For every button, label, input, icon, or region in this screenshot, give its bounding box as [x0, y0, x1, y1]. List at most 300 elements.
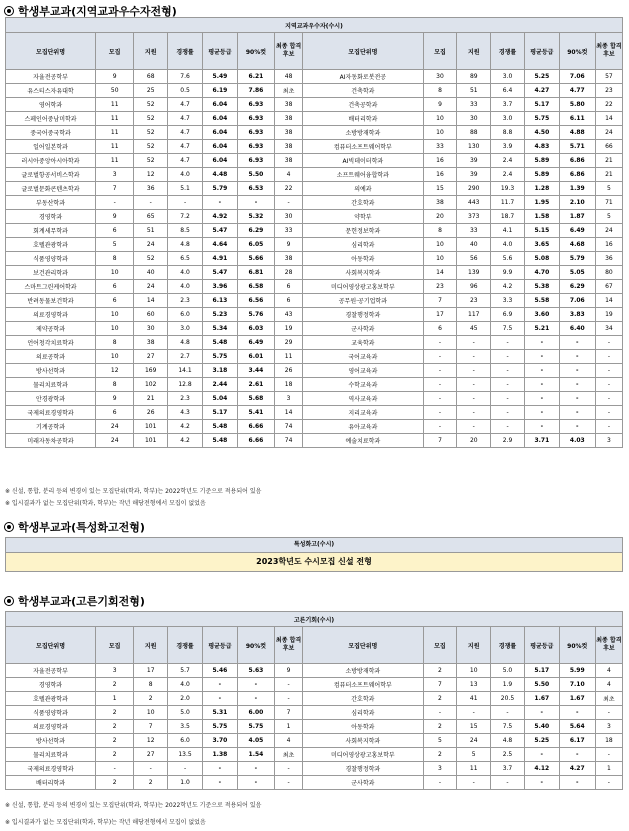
regional-header-cell: 모집단위명 — [6, 33, 96, 70]
regional-table-cell: 290 — [457, 182, 491, 196]
regional-table-cell: 4.7 — [168, 112, 203, 126]
regional-table-cell: 1.28 — [524, 182, 559, 196]
regional-table-cell: 10 — [96, 350, 134, 364]
regional-table-cell: 9 — [96, 70, 134, 84]
regional-table-cell: 6.29 — [237, 224, 274, 238]
regional-table-cell: 6.05 — [237, 238, 274, 252]
regional-table-cell: 보건관리학과 — [6, 266, 96, 280]
regional-table-cell: 24 — [96, 420, 134, 434]
regional-table-cell: - — [491, 336, 525, 350]
regional-table-cell: 39 — [457, 168, 491, 182]
equal-table-cell: 소방방재학과 — [303, 664, 423, 678]
equal-table-cell: - — [524, 776, 559, 790]
regional-table-cell: 5.75 — [524, 112, 559, 126]
regional-table-cell: - — [168, 196, 203, 210]
regional-table-cell: 2.44 — [202, 378, 237, 392]
special-message: 2023학년도 수시모집 신설 전형 — [5, 553, 623, 572]
equal-table-cell: - — [559, 748, 595, 762]
equal-table-cell: 1.67 — [524, 692, 559, 706]
equal-header-cell: 평균등급 — [202, 627, 237, 664]
regional-table-cell: 8 — [423, 224, 457, 238]
equal-table-cell: 7 — [134, 720, 168, 734]
equal-table-cell: 3.7 — [491, 762, 525, 776]
equal-table-cell: 심리학과 — [303, 706, 423, 720]
regional-table-cell: 5.48 — [202, 336, 237, 350]
regional-table-cell: - — [524, 350, 559, 364]
regional-table-cell: - — [595, 420, 622, 434]
regional-table-cell: 74 — [275, 420, 303, 434]
section-title-regional-text: 학생부교과(지역교과우수자전형) — [18, 5, 177, 18]
regional-table-cell: 11 — [96, 154, 134, 168]
regional-table-cell: 373 — [457, 210, 491, 224]
regional-table-cell: - — [134, 196, 168, 210]
regional-table-cell: 제약공학과 — [6, 322, 96, 336]
special-banner: 특성화고(수시) — [5, 537, 623, 553]
regional-table-cell: 5.75 — [202, 350, 237, 364]
regional-table-cell: 4 — [275, 168, 303, 182]
regional-header-cell: 평균등급 — [524, 33, 559, 70]
regional-table-cell: 4.68 — [559, 238, 595, 252]
regional-table-cell: 2.61 — [237, 378, 274, 392]
equal-table-cell: - — [237, 776, 274, 790]
regional-table-cell: 6.04 — [202, 140, 237, 154]
regional-table-cell: 28 — [275, 266, 303, 280]
regional-table-row — [6, 308, 623, 322]
regional-table-cell: 7.86 — [237, 84, 274, 98]
regional-table-cell: 23 — [457, 294, 491, 308]
equal-table-cell: 컴퓨터소프트웨어학부 — [303, 678, 423, 692]
regional-table-cell: 67 — [595, 280, 622, 294]
regional-table-row — [6, 280, 623, 294]
regional-table-cell: 국제의료경영학과 — [6, 406, 96, 420]
equal-header-cell: 90%컷 — [237, 627, 274, 664]
equal-table-cell: 1 — [96, 692, 134, 706]
regional-table-cell: 3.7 — [491, 98, 525, 112]
regional-table-cell: 언어청각치료학과 — [6, 336, 96, 350]
regional-table-row — [6, 70, 623, 84]
regional-table-cell: 19 — [595, 308, 622, 322]
regional-table-cell: 38 — [275, 98, 303, 112]
equal-table-cell: - — [168, 762, 203, 776]
regional-table-cell: 2.7 — [168, 350, 203, 364]
equal-table-cell: 2 — [134, 776, 168, 790]
regional-table-cell: 7.6 — [168, 70, 203, 84]
equal-table-row — [6, 748, 623, 762]
regional-table-cell: 4.8 — [168, 336, 203, 350]
regional-table-cell: 6.56 — [237, 294, 274, 308]
equal-table-row — [6, 734, 623, 748]
equal-table-cell: 1 — [595, 762, 622, 776]
equal-table-cell: 3 — [595, 720, 622, 734]
regional-table-cell: - — [275, 196, 303, 210]
regional-table-cell: 사회복지학과 — [303, 266, 423, 280]
equal-table-cell: - — [491, 776, 525, 790]
equal-table-cell: 5 — [457, 748, 491, 762]
section-title-equal — [4, 593, 145, 609]
regional-table-cell: 6.40 — [559, 322, 595, 336]
regional-table-row — [6, 238, 623, 252]
regional-table-cell: 20 — [423, 210, 457, 224]
regional-table-cell: 경영학과 — [6, 210, 96, 224]
equal-table-cell: 5.0 — [168, 706, 203, 720]
regional-table-cell: 6.9 — [491, 308, 525, 322]
regional-table-cell: 11 — [96, 98, 134, 112]
equal-table-cell: - — [96, 762, 134, 776]
regional-table-cell: 식품영양학과 — [6, 252, 96, 266]
equal-table-cell: 1 — [275, 720, 303, 734]
equal-table-cell: 미디어영상광고홍보학부 — [303, 748, 423, 762]
regional-table-cell: 아동학과 — [303, 252, 423, 266]
equal-table-cell: 아동학과 — [303, 720, 423, 734]
regional-table-cell: - — [423, 420, 457, 434]
regional-table-cell: 6.04 — [202, 98, 237, 112]
equal-table-cell: - — [423, 776, 457, 790]
regional-table-cell: 4.64 — [202, 238, 237, 252]
regional-table-cell: 38 — [275, 140, 303, 154]
equal-table-cell: 5.99 — [559, 664, 595, 678]
regional-table-cell: 4.83 — [524, 140, 559, 154]
equal-table-cell: 2 — [96, 678, 134, 692]
equal-header-cell: 평균등급 — [524, 627, 559, 664]
regional-table-cell: - — [423, 392, 457, 406]
regional-table-cell: 3 — [595, 434, 622, 448]
regional-table-cell: 안경광학과 — [6, 392, 96, 406]
regional-table-cell: 19 — [275, 322, 303, 336]
regional-table-cell: 10 — [423, 112, 457, 126]
regional-table-cell: 7.5 — [491, 322, 525, 336]
regional-table-cell: 6 — [96, 406, 134, 420]
regional-table-cell: 40 — [457, 238, 491, 252]
regional-table-cell: 65 — [134, 210, 168, 224]
regional-table-cell: 52 — [134, 126, 168, 140]
special-box — [5, 537, 623, 572]
regional-table-cell: 21 — [595, 154, 622, 168]
equal-table-cell: 11 — [457, 762, 491, 776]
regional-table-cell: 21 — [595, 168, 622, 182]
equal-table-cell: 1.38 — [202, 748, 237, 762]
regional-table-cell: 21 — [134, 392, 168, 406]
equal-header-cell: 경쟁률 — [168, 627, 203, 664]
regional-table-cell: 6.66 — [237, 420, 274, 434]
regional-table-cell: - — [457, 350, 491, 364]
regional-table-cell: - — [457, 420, 491, 434]
regional-table-cell: 60 — [134, 308, 168, 322]
regional-table-body — [6, 70, 623, 448]
regional-table-cell: 7.2 — [168, 210, 203, 224]
regional-table-cell: 0.5 — [168, 84, 203, 98]
equal-table-cell: 17 — [134, 664, 168, 678]
regional-table-cell: 3.0 — [168, 322, 203, 336]
regional-table-cell: 9 — [423, 98, 457, 112]
regional-header-cell: 모집 — [96, 33, 134, 70]
regional-table-cell: 6 — [96, 294, 134, 308]
regional-table-cell: 8 — [96, 378, 134, 392]
regional-table-cell: 6.49 — [559, 224, 595, 238]
equal-table-cell: 4 — [595, 678, 622, 692]
regional-table-cell: 10 — [96, 266, 134, 280]
regional-table-cell: 5.47 — [202, 266, 237, 280]
equal-table-cell: 6.17 — [559, 734, 595, 748]
regional-table-cell: 5.48 — [202, 420, 237, 434]
regional-table-cell: 6.13 — [202, 294, 237, 308]
equal-table-cell: - — [275, 762, 303, 776]
equal-table-cell: 6.00 — [237, 706, 274, 720]
regional-table-cell: 5.79 — [202, 182, 237, 196]
equal-table-cell: 국제의료경영학과 — [6, 762, 96, 776]
regional-table-cell: 8.8 — [491, 126, 525, 140]
regional-table-row — [6, 126, 623, 140]
regional-table-cell: 6.4 — [491, 84, 525, 98]
regional-table-cell: 11 — [275, 350, 303, 364]
regional-table-cell: 5.41 — [237, 406, 274, 420]
regional-table-cell: 38 — [275, 252, 303, 266]
regional-table-cell: 24 — [595, 224, 622, 238]
regional-table-cell: 30 — [134, 322, 168, 336]
equal-table-cell: 1.67 — [559, 692, 595, 706]
equal-table-cell: - — [559, 776, 595, 790]
regional-table-cell: 6.93 — [237, 126, 274, 140]
equal-table-cell: 2.0 — [168, 692, 203, 706]
equal-header-cell: 모집 — [96, 627, 134, 664]
regional-table-cell: 4.7 — [168, 98, 203, 112]
regional-table-cell: 미디어영상광고홍보학부 — [303, 280, 423, 294]
equal-table-cell: 13 — [457, 678, 491, 692]
equal-table-cell: 10 — [134, 706, 168, 720]
equal-table-cell: 9 — [275, 664, 303, 678]
equal-table-cell: - — [237, 762, 274, 776]
equal-table-cell: 6.0 — [168, 734, 203, 748]
regional-table-cell: - — [457, 378, 491, 392]
equal-table-cell: 3 — [423, 762, 457, 776]
regional-table-cell: 5.23 — [202, 308, 237, 322]
equal-table-row — [6, 678, 623, 692]
equal-table-cell: - — [202, 692, 237, 706]
regional-table-cell: 1.39 — [559, 182, 595, 196]
regional-table-row — [6, 252, 623, 266]
regional-table-cell: 9 — [275, 238, 303, 252]
regional-table-cell: 1.58 — [524, 210, 559, 224]
regional-table-cell: 17 — [423, 308, 457, 322]
regional-table-cell: 지리교육과 — [303, 406, 423, 420]
regional-table-cell: 6.93 — [237, 154, 274, 168]
equal-table-cell: 3 — [96, 664, 134, 678]
regional-table-cell: 3.18 — [202, 364, 237, 378]
regional-table-row — [6, 168, 623, 182]
regional-table-cell: 23 — [595, 84, 622, 98]
regional-table-cell: 52 — [134, 140, 168, 154]
equal-table-cell: - — [595, 706, 622, 720]
regional-table-cell: 24 — [134, 238, 168, 252]
regional-table-cell: 40 — [134, 266, 168, 280]
regional-table-cell: 부동산학과 — [6, 196, 96, 210]
regional-table-cell: - — [559, 364, 595, 378]
equal-table-cell: 2 — [423, 664, 457, 678]
equal-table-cell: 2 — [96, 706, 134, 720]
regional-table-cell: 3.60 — [524, 308, 559, 322]
regional-table-cell: 7 — [423, 294, 457, 308]
equal-table-cell: 7 — [423, 678, 457, 692]
equal-table-cell: 5 — [423, 734, 457, 748]
regional-table-cell: 6.0 — [168, 308, 203, 322]
regional-table-cell: 5.34 — [202, 322, 237, 336]
equal-table-cell: 10 — [457, 664, 491, 678]
regional-note-2: ※ 입시결과가 없는 모집단위(학과, 학부)는 작년 해당전형에서 모집이 없었음 — [5, 500, 206, 507]
equal-table-cell: 7.10 — [559, 678, 595, 692]
regional-table-cell: 국어교육과 — [303, 350, 423, 364]
regional-table-cell: 6.66 — [237, 434, 274, 448]
regional-table-cell: 4.3 — [168, 406, 203, 420]
regional-table-cell: 6 — [96, 280, 134, 294]
equal-table-cell: 경영학과 — [6, 678, 96, 692]
regional-table-cell: 6.29 — [559, 280, 595, 294]
regional-table-row — [6, 392, 623, 406]
regional-table-cell: 5.49 — [202, 70, 237, 84]
regional-table-cell: 33 — [457, 98, 491, 112]
equal-table-cell: 4 — [275, 734, 303, 748]
regional-header-row — [6, 33, 623, 70]
regional-table-cell: 51 — [457, 84, 491, 98]
regional-table-cell: 5 — [595, 210, 622, 224]
equal-table-cell: - — [457, 706, 491, 720]
regional-table-cell: 68 — [134, 70, 168, 84]
regional-table-cell: 1.87 — [559, 210, 595, 224]
regional-table-cell: - — [559, 378, 595, 392]
regional-table-cell: AI자동화로봇전공 — [303, 70, 423, 84]
regional-table-cell: 6.03 — [237, 322, 274, 336]
regional-table-cell: 5.38 — [524, 280, 559, 294]
regional-table-cell: 11 — [96, 112, 134, 126]
equal-table-cell: 5.46 — [202, 664, 237, 678]
regional-table-cell: 2.10 — [559, 196, 595, 210]
regional-table-cell: 38 — [275, 112, 303, 126]
regional-table-cell: 139 — [457, 266, 491, 280]
regional-table-cell: 10 — [423, 126, 457, 140]
regional-table-cell: - — [237, 196, 274, 210]
regional-header-cell: 90%컷 — [559, 33, 595, 70]
equal-table-cell: 배터리학과 — [6, 776, 96, 790]
equal-table-cell: 5.7 — [168, 664, 203, 678]
regional-table-cell: 16 — [423, 168, 457, 182]
regional-table-cell: 6.49 — [237, 336, 274, 350]
regional-table-cell: 6 — [275, 294, 303, 308]
regional-table-cell: 9.9 — [491, 266, 525, 280]
regional-table-row — [6, 336, 623, 350]
regional-table-cell: 4.7 — [168, 140, 203, 154]
equal-table-cell: 사회복지학과 — [303, 734, 423, 748]
equal-note-1: ※ 신설, 통합, 분리 등의 변경이 있는 모집단위(학과, 학부)는 2022학년도 기준으로 적용되어 있음 — [5, 802, 262, 809]
regional-note-1: ※ 신설, 통합, 분리 등의 변경이 있는 모집단위(학과, 학부)는 2022학년도 기준으로 적용되어 있음 — [5, 488, 262, 495]
regional-table-cell: - — [595, 406, 622, 420]
regional-table-cell: 6.21 — [237, 70, 274, 84]
regional-table-cell: 48 — [275, 70, 303, 84]
regional-table-cell: 5.21 — [524, 322, 559, 336]
regional-table-cell: 10 — [96, 308, 134, 322]
regional-table-row — [6, 378, 623, 392]
regional-table-cell: 4.0 — [168, 266, 203, 280]
regional-table-cell: 4.2 — [168, 434, 203, 448]
regional-table-cell: 22 — [595, 98, 622, 112]
regional-table-cell: - — [524, 378, 559, 392]
regional-table-row — [6, 322, 623, 336]
regional-table-cell: 101 — [134, 420, 168, 434]
equal-banner: 고른기회(수시) — [6, 612, 623, 627]
equal-table-cell: 27 — [134, 748, 168, 762]
regional-table-cell: 36 — [134, 182, 168, 196]
equal-table-cell: - — [559, 706, 595, 720]
regional-table-cell: 3.0 — [491, 70, 525, 84]
equal-table-cell: 의료경영학과 — [6, 720, 96, 734]
equal-table-cell: 2 — [423, 748, 457, 762]
equal-table-cell: 최초 — [595, 692, 622, 706]
regional-table-cell: - — [457, 336, 491, 350]
regional-table-cell: 배터리학과 — [303, 112, 423, 126]
equal-table-cell: 3.70 — [202, 734, 237, 748]
regional-table-cell: 29 — [275, 336, 303, 350]
regional-table-cell: 4.1 — [491, 224, 525, 238]
regional-table-cell: 45 — [457, 322, 491, 336]
regional-table-cell: 12 — [134, 168, 168, 182]
regional-table-cell: 19.3 — [491, 182, 525, 196]
regional-table-cell: 5 — [595, 182, 622, 196]
regional-table-cell: - — [524, 364, 559, 378]
equal-table-cell: 간호학과 — [303, 692, 423, 706]
regional-table-cell: 12.8 — [168, 378, 203, 392]
regional-table-cell: 30 — [275, 210, 303, 224]
regional-table-cell: 6.53 — [237, 182, 274, 196]
equal-table-cell: 7 — [275, 706, 303, 720]
section-title-special — [4, 519, 145, 535]
regional-table-cell: 4.0 — [168, 168, 203, 182]
section-title-equal-text: 학생부교과(고른기회전형) — [18, 595, 145, 608]
regional-table-cell: 39 — [457, 154, 491, 168]
regional-table-cell: 글로벌항공서비스학과 — [6, 168, 96, 182]
regional-table-cell: 5.50 — [237, 168, 274, 182]
regional-table-cell: 2.9 — [491, 434, 525, 448]
regional-table-cell: - — [491, 364, 525, 378]
regional-table-cell: 7 — [423, 434, 457, 448]
regional-table-cell: 중국어중국학과 — [6, 126, 96, 140]
regional-table-cell: 102 — [134, 378, 168, 392]
regional-table-cell: 소프트웨어융합학과 — [303, 168, 423, 182]
regional-header-cell: 90%컷 — [237, 33, 274, 70]
equal-table-cell: 13.5 — [168, 748, 203, 762]
equal-table-cell: 군사학과 — [303, 776, 423, 790]
regional-table-cell: - — [524, 392, 559, 406]
regional-header-cell: 최종 합격 후보 — [275, 33, 303, 70]
regional-table-cell: 3.9 — [491, 140, 525, 154]
regional-table-cell: 기계공학과 — [6, 420, 96, 434]
regional-table-cell: 5.48 — [202, 434, 237, 448]
regional-table-cell: 문헌정보학과 — [303, 224, 423, 238]
regional-header-cell: 평균등급 — [202, 33, 237, 70]
equal-table-cell: - — [202, 678, 237, 692]
regional-table-cell: 5.25 — [524, 70, 559, 84]
regional-table-cell: 2.3 — [168, 392, 203, 406]
regional-table-cell: 3 — [275, 392, 303, 406]
regional-table-cell: 6.5 — [168, 252, 203, 266]
regional-table-cell: 5.89 — [524, 168, 559, 182]
regional-table-cell: 71 — [595, 196, 622, 210]
regional-table-cell: - — [491, 392, 525, 406]
regional-table-row — [6, 406, 623, 420]
regional-table-cell: 5.79 — [559, 252, 595, 266]
regional-table-cell: 50 — [96, 84, 134, 98]
regional-table-cell: 6.93 — [237, 112, 274, 126]
equal-table-cell: 5.25 — [524, 734, 559, 748]
regional-table-cell: 7.06 — [559, 70, 595, 84]
regional-table-cell: 스마트그린케어학과 — [6, 280, 96, 294]
regional-table-row — [6, 154, 623, 168]
